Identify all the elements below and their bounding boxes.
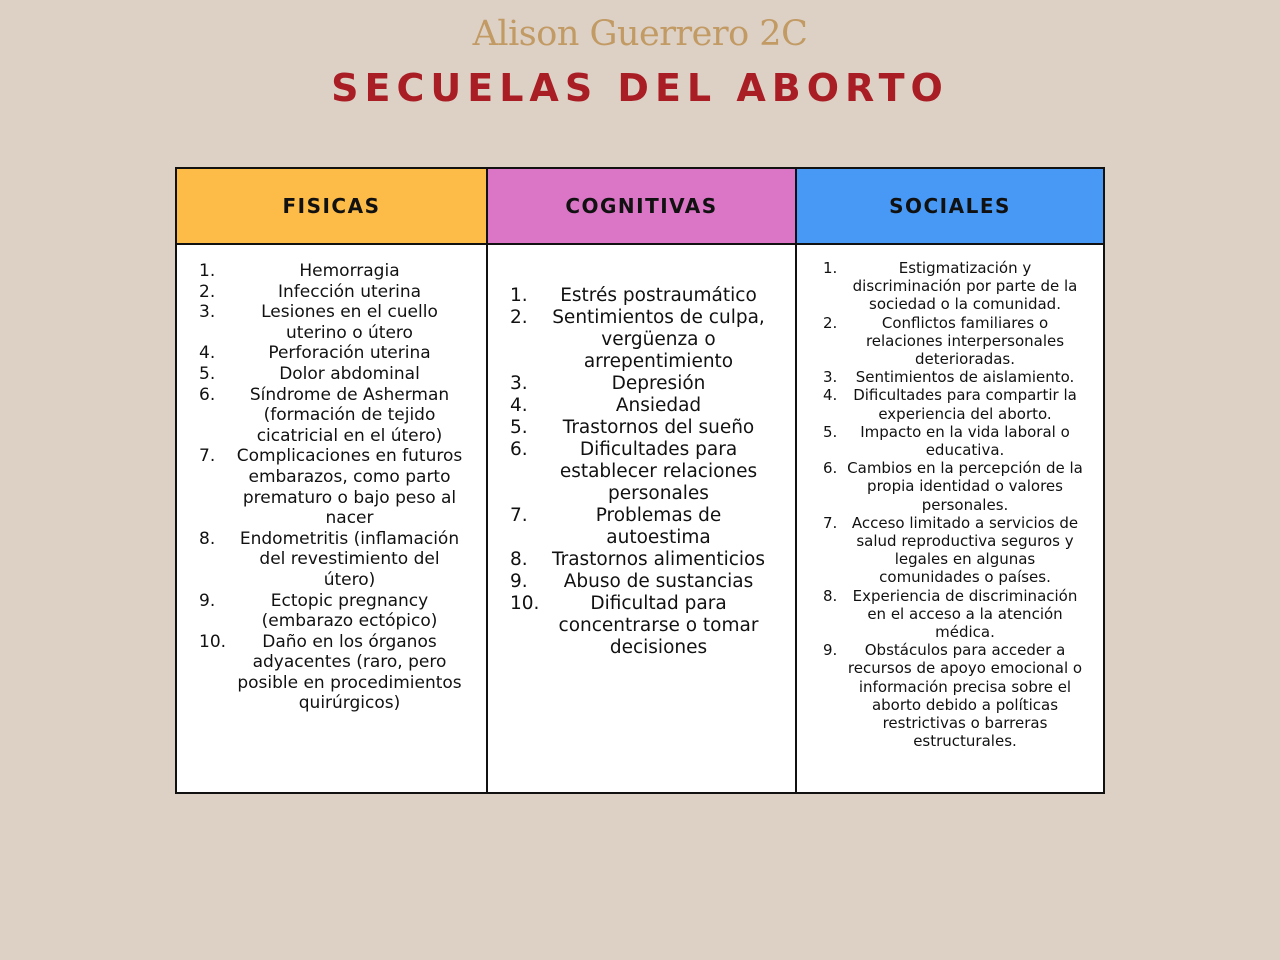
item-number: 8. (510, 549, 528, 570)
list-item (823, 641, 1087, 750)
column-fisicas (177, 169, 486, 792)
list-item (199, 302, 464, 343)
item-number: 7. (823, 513, 838, 532)
item-number: 1. (823, 259, 838, 277)
list-item (510, 307, 773, 373)
list-item (199, 364, 464, 385)
item-text: Impacto en la vida laboral o educativa. (860, 422, 1070, 460)
item-text: Sentimientos de aislamiento. (855, 368, 1075, 387)
item-text: Acceso limitado a servicios de salud reproductiva seguros y legales en algunas comunidades o países. (851, 513, 1079, 587)
list-item (510, 373, 773, 395)
list-item (823, 423, 1087, 459)
item-number: 3. (510, 373, 528, 394)
item-number: 8. (823, 586, 838, 605)
item-number: 9. (510, 571, 528, 592)
item-number: 2. (510, 307, 528, 328)
list-item (199, 261, 464, 282)
list-item (510, 395, 773, 417)
item-text: Sentimientos de culpa, vergüenza o arrepentimiento (552, 307, 765, 372)
item-text: Trastornos del sueño (562, 417, 755, 438)
sequelae-table (175, 167, 1105, 794)
item-number: 6. (510, 439, 528, 460)
page-title: SECUELAS DEL ABORTO (331, 66, 949, 110)
list-item (199, 343, 464, 364)
list-item (510, 549, 773, 571)
item-text: Experiencia de discriminación en el acceso a la atención médica. (852, 586, 1078, 642)
item-text: Lesiones en el cuello uterino o útero (261, 302, 438, 343)
item-text: Complicaciones en futuros embarazos, como parto prematuro o bajo peso al nacer (236, 446, 463, 529)
item-number: 10. (199, 631, 227, 652)
list-item (510, 417, 773, 439)
item-text: Daño en los órganos adyacentes (raro, pero posible en procedimientos quirúrgicos) (237, 631, 462, 714)
item-number: 4. (199, 343, 216, 364)
list-item (823, 587, 1087, 642)
list-item (823, 314, 1087, 369)
list-item (510, 439, 773, 505)
item-number: 9. (199, 590, 216, 611)
header-cognitivas: COGNITIVAS (488, 169, 795, 245)
list-item (199, 282, 464, 303)
item-text: Problemas de autoestima (595, 505, 722, 548)
item-number: 2. (823, 313, 838, 332)
item-text: Hemorragia (299, 261, 400, 281)
item-number: 6. (199, 384, 216, 405)
item-text: Infección uterina (277, 281, 422, 302)
item-text: Estrés postraumático (560, 285, 757, 306)
list-item (823, 259, 1087, 314)
item-number: 8. (199, 528, 216, 549)
list-item (199, 446, 464, 528)
item-text: Depresión (611, 373, 706, 394)
item-number: 5. (199, 363, 216, 384)
item-number: 2. (199, 281, 216, 302)
item-number: 7. (510, 505, 528, 526)
item-text: Conflictos familiares o relaciones interpersonales deterioradas. (865, 313, 1065, 369)
item-text: Ectopic pregnancy (embarazo ectópico) (261, 590, 438, 632)
item-number: 3. (199, 302, 216, 323)
list-fisicas (199, 261, 464, 714)
list-item (823, 459, 1087, 514)
item-text: Dificultad para concentrarse o tomar decisiones (558, 593, 759, 658)
list-item (823, 386, 1087, 422)
item-text: Ansiedad (615, 395, 702, 416)
item-number: 3. (823, 368, 838, 387)
item-number: 4. (510, 395, 528, 416)
list-item (510, 505, 773, 549)
item-number: 9. (823, 641, 838, 660)
list-item (823, 368, 1087, 386)
item-number: 6. (823, 459, 838, 478)
author-name: Alison Guerrero 2C (472, 14, 808, 54)
list-item (199, 632, 464, 714)
item-number: 4. (823, 386, 838, 405)
list-item (823, 514, 1087, 587)
header-fisicas: FISICAS (177, 169, 486, 245)
item-number: 1. (199, 261, 216, 281)
list-item (199, 529, 464, 591)
header-sociales: SOCIALES (797, 169, 1103, 245)
item-number: 5. (823, 422, 838, 441)
item-number: 10. (510, 593, 540, 614)
item-text: Dificultades para compartir la experiencia del aborto. (853, 386, 1077, 423)
item-text: Cambios en la percepción de la propia identidad o valores personales. (847, 459, 1083, 514)
item-number: 1. (510, 285, 528, 306)
column-cognitivas (486, 169, 795, 792)
list-item (199, 385, 464, 447)
item-text: Abuso de sustancias (563, 571, 754, 592)
list-item (510, 593, 773, 659)
item-number: 5. (510, 417, 528, 438)
item-text: Dolor abdominal (279, 363, 420, 384)
list-item (510, 571, 773, 593)
item-text: Síndrome de Asherman (formación de tejido cicatricial en el útero) (249, 384, 450, 446)
item-number: 7. (199, 446, 216, 467)
item-text: Trastornos alimenticios (552, 549, 765, 570)
item-text: Perforación uterina (268, 343, 431, 364)
item-text: Estigmatización y discriminación por parte de la sociedad o la comunidad. (852, 259, 1078, 314)
item-text: Endometritis (inflamación del revestimiento del útero) (239, 528, 460, 590)
list-sociales (823, 259, 1087, 750)
list-cognitivas (510, 285, 773, 659)
item-text: Obstáculos para acceder a recursos de apoyo emocional o información precisa sobre el aborto debido a políticas restrictivas o barreras estructurales. (847, 641, 1083, 751)
column-sociales (795, 169, 1103, 792)
list-item (199, 591, 464, 632)
item-text: Dificultades para establecer relaciones personales (559, 439, 758, 504)
list-item (510, 285, 773, 307)
